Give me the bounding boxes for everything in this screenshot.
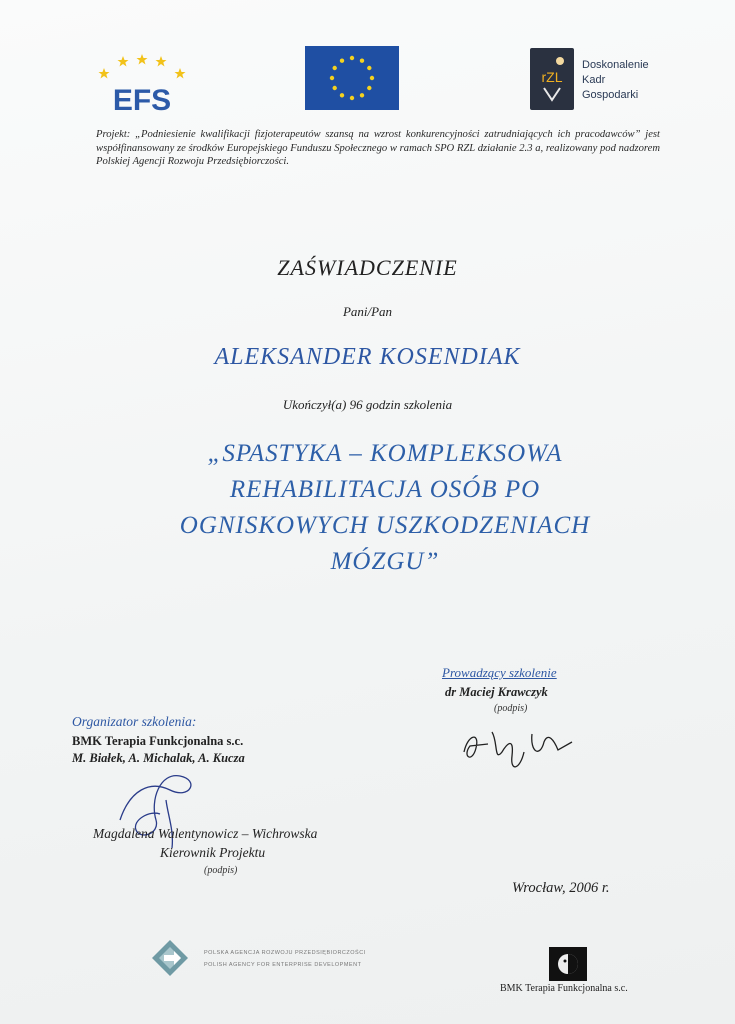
- trainer-signature: [458, 712, 578, 780]
- parp-name-pl: POLSKA AGENCJA ROZWOJU PRZEDSIĘBIORCZOŚCI: [204, 950, 366, 956]
- project-manager-role: Kierownik Projektu: [160, 845, 266, 860]
- trainer-name: dr Maciej Krawczyk: [445, 685, 548, 699]
- rzl-line-1: Doskonalenie: [582, 59, 649, 71]
- place-and-date: Wrocław, 2006 r.: [512, 880, 610, 896]
- course-title-line: „SPASTYKA – KOMPLEKSOWA: [207, 440, 563, 467]
- parp-logo-icon: [150, 938, 190, 978]
- efs-logo-text: EFS: [112, 84, 172, 114]
- organizer-label: Organizator szkolenia:: [72, 714, 197, 729]
- rzl-logo: [530, 48, 662, 112]
- course-title-line: OGNISKOWYCH USZKODZENIACH: [179, 512, 591, 539]
- trainer-signature-note: (podpis): [494, 703, 528, 714]
- bmk-logo-text: BMK Terapia Funkcjonalna s.c.: [500, 983, 628, 994]
- rzl-logo-mark: [530, 48, 574, 110]
- certificate-title: ZAŚWIADCZENIE: [277, 255, 458, 280]
- organizer-name: BMK Terapia Funkcjonalna s.c.: [72, 734, 244, 748]
- parp-name-en: POLISH AGENCY FOR ENTERPRISE DEVELOPMENT: [204, 962, 362, 968]
- course-title-line: MÓZGU”: [330, 548, 440, 575]
- rzl-mark-text: rZL: [541, 69, 563, 85]
- recipient-name: ALEKSANDER KOSENDIAK: [214, 344, 521, 370]
- project-manager-name: Magdalena Walentynowicz – Wichrowska: [93, 826, 318, 841]
- project-manager-signature-note: (podpis): [204, 865, 238, 876]
- project-description: Projekt: „Podniesienie kwalifikacji fizjoterapeutów szansą na wzrost konkurencyjności zatrudniających ich pracodawców” jest współfinansowany ze środków Europejskiego Funduszu Społecznego w ramach SPO RZL działanie 2.3 a, realizowany pod nadzorem Polskiej Agencji Rozwoju Przedsiębiorczości.: [96, 129, 660, 167]
- salutation: Pani/Pan: [342, 304, 393, 319]
- course-title-line: REHABILITACJA OSÓB PO: [229, 476, 541, 503]
- bmk-logo-icon: [549, 947, 587, 981]
- completion-statement: Ukończył(a) 96 godzin szkolenia: [282, 397, 453, 412]
- organizer-people: M. Białek, A. Michalak, A. Kucza: [72, 751, 245, 765]
- efs-stars: [99, 54, 186, 79]
- rzl-logo-text: [582, 58, 649, 103]
- rzl-line-3: Gospodarki: [582, 89, 639, 101]
- course-title: [150, 436, 620, 580]
- efs-logo: [96, 50, 188, 114]
- rzl-line-2: Kadr: [582, 74, 606, 86]
- trainer-label: Prowadzący szkolenie: [442, 665, 557, 680]
- eu-flag-icon: [305, 46, 399, 110]
